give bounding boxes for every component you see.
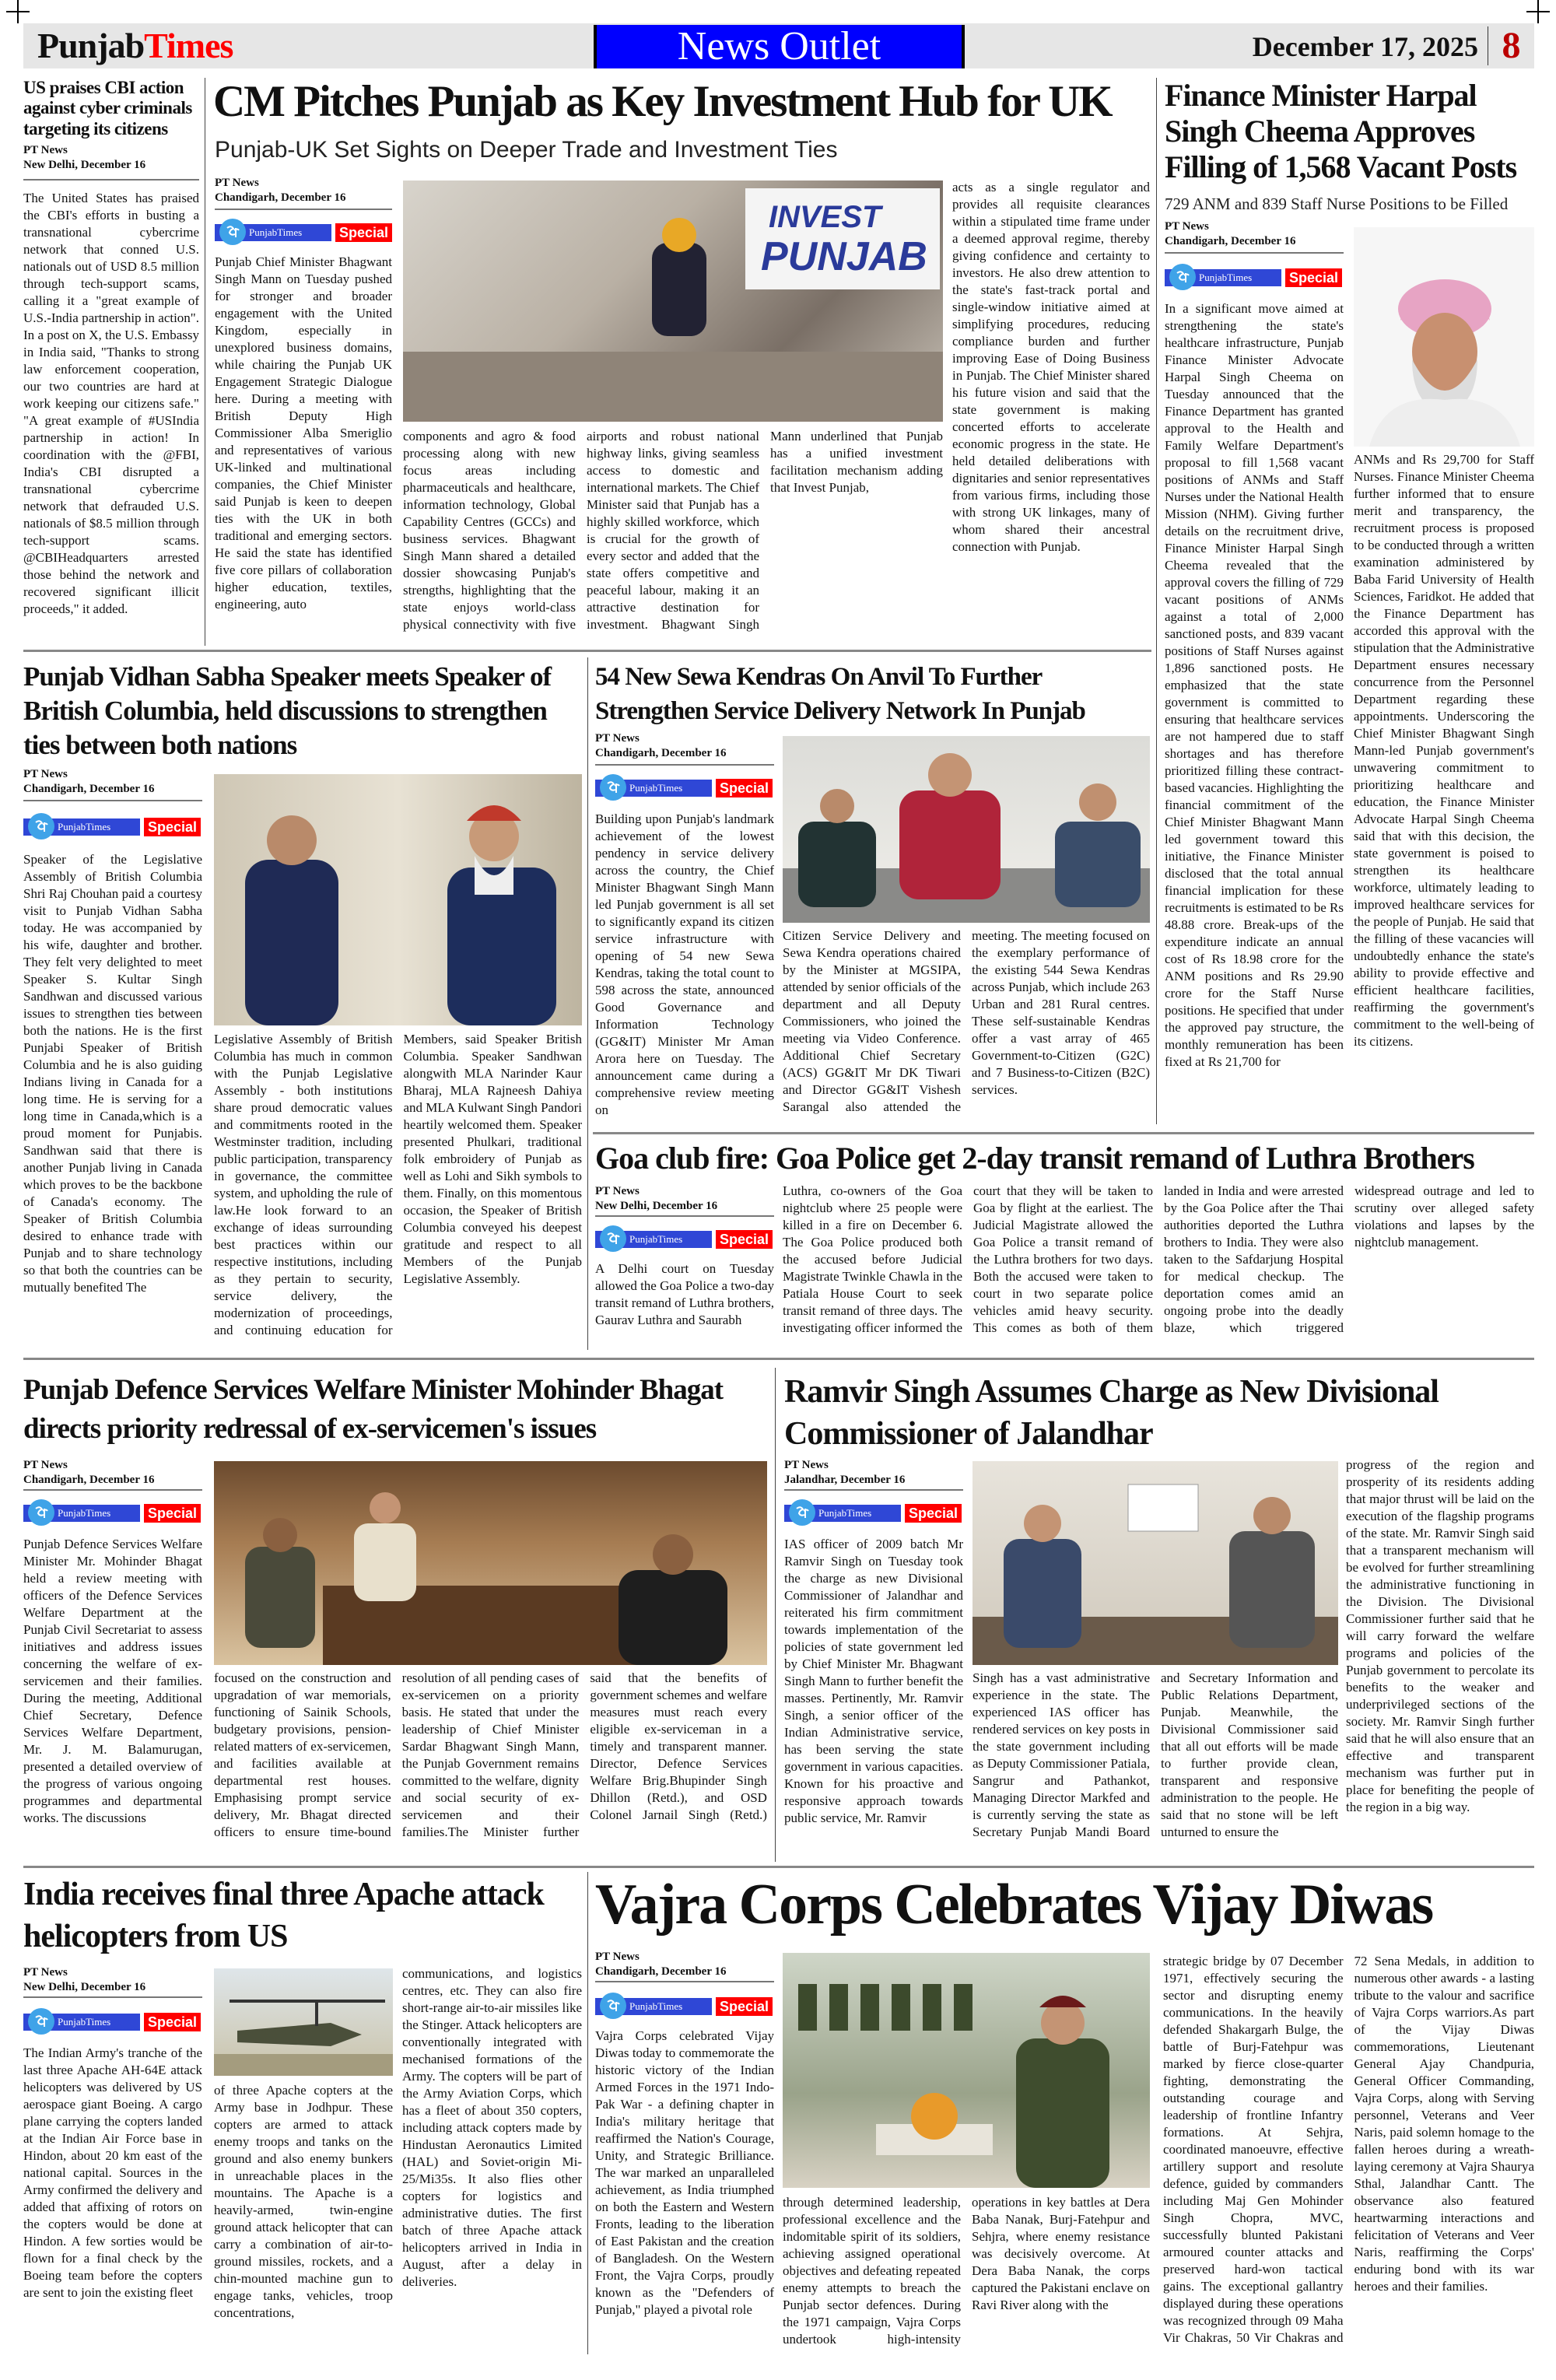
article-body-lead: Punjab Chief Minister Bhagwant Singh Mann on Tuesday pushed for stronger and broader engagement with the United Kingdom, especially in unexplored business domains, while chairing the Punjab UK Engagement Strategic Dialogue here. During a meeting with British Deputy High Commissioner Alba Smeriglio and representatives of various UK-linked and multinational companies, the Chief Minister said Punjab is keen to deepen ties with the UK in both traditional and emerging sectors. He said the state has identified five core pillars of collaboration higher education, textiles, engineering, auto: [215, 254, 392, 612]
rule: [23, 1489, 202, 1491]
section-title: News Outlet: [594, 25, 965, 68]
dateline: Chandigarh, December 16: [595, 1965, 727, 1978]
headline: Goa club fire: Goa Police get 2-day transit remand of Luthra Brothers: [595, 1141, 1474, 1176]
dateline: Chandigarh, December 16: [23, 783, 155, 795]
dateline: New Delhi, December 16: [595, 1200, 718, 1212]
source: PT News: [215, 177, 259, 189]
special-badge: [1165, 265, 1342, 291]
photo-vijay-diwas-ceremony: [783, 1953, 1150, 2188]
section-divider: [23, 650, 1151, 652]
source: PT News: [595, 1185, 640, 1197]
crop-mark: [1526, 0, 1550, 23]
badge-brand: PunjabTimes: [629, 2000, 683, 2012]
badge-label: Special: [144, 1504, 201, 1523]
dateline: Chandigarh, December 16: [215, 191, 346, 204]
brand-name-a: Punjab: [37, 26, 145, 65]
rule: [23, 800, 202, 801]
headline: Punjab Defence Services Welfare Minister Mohinder Bhagat directs priority redressal of ex-servicemen's issues: [23, 1374, 724, 1445]
special-badge: [784, 1500, 962, 1526]
badge-label: Special: [716, 1997, 773, 2016]
rule: [595, 1215, 774, 1217]
article-body-mid: Citizen Service Delivery and Sewa Kendra operations chaired by the Minister at MGSIPA, attended by senior officials of the department and all Deputy Commissioners, who joined the meeting via Video Conference. Additional Chief Secretary (ACS) GG&IT Mr DK Tiwari and Director GG&IT Vishesh Sarangal also attended the meeting. The meeting focused on the exemplary performance of the existing 544 Sewa Kendras across Punjab, which include 263 Urban and 281 Rural centres. These self-sustainable Kendras offer a vast array of 465 Government-to-Citizen (G2C) and 7 Business-to-Citizen (B2C) services.: [783, 928, 1150, 1114]
article-body-mid: Singh has a vast administrative experience in the state. The experienced IAS officer has rendered services on key posts in the state government including as Deputy Commissioner Patiala, Sangrur and Pathankot, Managing Director Markfed and is currently serving the state as Secretary Punjab Mandi Board and Secretary Information and Public Relations Department, Punjab. Meanwhile, the Divisional Commissioner said that all out efforts will be made to further provide clean, transparent and responsive administration to the people. He said that no stone will be left unturned to ensure the: [972, 1670, 1338, 1839]
dateline: Chandigarh, December 16: [1165, 235, 1296, 247]
article-body-mid: components and agro & food processing along with new focus areas including pharmaceuticals and healthcare, information technology, Global Capability Centres (GCCs) and business services. Bhagwant Singh Mann shared a detailed dossier showcasing Punjab's strengths, highlighting that the state enjoys world-class physical connectivity with five airports and robust national highway links, giving seamless access to domestic and international markets. The Chief Minister said that Punjab has a highly skilled workforce, which is crucial for the growth of every sector and added that the state offers competitive and peaceful labour, making it an attractive destination for investment. Bhagwant Singh Mann underlined that Punjab has a unified investment facilitation mechanism adding that Invest Punjab,: [403, 429, 943, 632]
article-body-tail: ANMs and Rs 29,700 for Staff Nurses. Finance Minister Cheema further informed that to ensure merit and transparency, the recruitment process is proposed to be conducted through a written examination administered by Baba Farid University of Health Sciences, Faridkot. He added that the Finance Department has accorded this approval with the stipulation that the Administrative Department ensures necessary concurrence from the Personnel Department regarding these appointments. Underscoring the Chief Minister Bhagwant Singh Mann-led Punjab government's unwavering commitment to prioritizing healthcare and education, the Finance Minister Advocate Harpal Singh Cheema said that with this decision, the state government is poised to strengthen its healthcare workforce, ultimately leading to improved healthcare services for the people of Punjab. He said that the filling of these vacancies will undoubtedly enhance the state's ability to provide effective and efficient healthcare facilities, reaffirming the government's commitment to the well-being of its citizens.: [1354, 452, 1534, 1049]
byline: [23, 1965, 145, 1995]
headline: Punjab Vidhan Sabha Speaker meets Speaker of British Columbia, held discussions to strengthen ties between both nations: [23, 661, 552, 760]
dateline: New Delhi, December 16: [23, 1981, 146, 1993]
badge-label: Special: [1285, 268, 1342, 287]
column-divider: [1156, 78, 1157, 1124]
special-badge: [23, 2009, 201, 2035]
rule: [1165, 252, 1344, 254]
source: PT News: [23, 1966, 68, 1979]
badge-label: Special: [716, 779, 773, 797]
dateline: New Delhi, December 16: [23, 159, 146, 171]
byline: [23, 1458, 154, 1488]
headline: CM Pitches Punjab as Key Investment Hub for UK: [213, 77, 1112, 126]
source: PT News: [1165, 220, 1209, 233]
rule: [784, 1489, 963, 1491]
brand-logo-icon: [789, 1499, 815, 1526]
dateline: Jalandhar, December 16: [784, 1474, 906, 1486]
byline: [1165, 219, 1295, 249]
subheadline: 729 ANM and 839 Staff Nurse Positions to be Filled: [1165, 195, 1509, 213]
brand-logo-icon: [28, 1499, 54, 1526]
column-divider: [587, 1872, 588, 2354]
article-body-lead: Punjab Defence Services Welfare Minister Mr. Mohinder Bhagat held a review meeting with officers of the Defence Services Welfare Department at the Punjab Civil Secretariat to assess initiatives and address issues concerning the welfare of ex-servicemen and their families. During the meeting, Additional Chief Secretary, Defence Services Welfare Department, Mr. J. M. Balamurugan, presented a detailed overview of the progress of various ongoing programmes and departmental works. The discussions: [23, 1537, 202, 1825]
crop-mark: [6, 0, 30, 23]
article-body-lead: Speaker of the Legislative Assembly of British Columbia Shri Raj Chouhan paid a courtesy visit to Punjab Vidhan Sabha today. He was accompanied by his wife, daughter and brother. They felt very delighted to meet Speaker S. Kultar Singh Sandhwan and discussed various issues to strengthen ties between both the nations. He is the first Punjabi Speaker of British Columbia and he is also guiding Indians living in Canada for a long time. He is serving for a long time in Canada,which is a proud moment for Punjabis. Sandhwan said that there is another Punjab living in Canada which proves to be the backbone of Canada's economy. The Speaker of British Columbia desired to enhance trade with Punjab and to share technology so that both the countries can be mutually benefited The: [23, 852, 202, 1295]
brand-logo-icon: [600, 1225, 626, 1252]
badge-label: Special: [144, 818, 201, 836]
byline: [784, 1458, 905, 1488]
special-badge: [595, 1226, 773, 1253]
photo-apache-helicopter: [214, 1968, 393, 2076]
issue-date: December 17, 2025: [1252, 31, 1478, 62]
byline: [595, 1184, 717, 1214]
rule: [595, 1981, 774, 1982]
headline: Vajra Corps Celebrates Vijay Diwas: [595, 1873, 1433, 1937]
badge-brand: PunjabTimes: [58, 821, 111, 832]
article-body-lead: The Indian Army's tranche of the last three Apache AH-64E attack helicopters was delivered by US aerospace giant Boeing. A cargo plane carrying the copters landed at the Indian Air Force base in Hindon, about 20 km east of the national capital. Sources in the Army confirmed the delivery and added that affixing of rotors on the copters would be done at Hindon. A few sorties would be flown for a final check by the Boeing team before the copters are sent to join the existing fleet: [23, 2045, 202, 2300]
svg-text:INVEST: INVEST: [769, 200, 881, 234]
rule: [23, 179, 199, 181]
badge-brand: PunjabTimes: [629, 1233, 683, 1245]
subheadline: Punjab-UK Set Sights on Deeper Trade and Investment Ties: [215, 137, 838, 163]
section-divider: [23, 1866, 1534, 1868]
article-body-tail: progress of the region and prosperity of its residents adding that major thrust will be laid on the execution of the flagship programs of the state. Mr. Ramvir Singh said that a transparent mechanism will be evolved for further streamlining the administrative functioning in the Division. The Divisional Commissioner further said that he will carry forward the welfare programs and policies of the Punjab government to percolate its benefits to the weaker and underprivileged sections of the society. Mr. Ramvir Singh further said that he will also ensure that an effective and transparent mechanism was further put in place for benefiting the people of the region in a big way.: [1346, 1457, 1534, 1814]
photo-speakers-meeting: [214, 774, 582, 1025]
badge-label: Special: [716, 1230, 773, 1249]
rule: [595, 764, 774, 766]
invest-punjab-backdrop-icon: [403, 181, 943, 422]
article-body-mid: through determined leadership, professional excellence and the indomitable spirit of its soldiers, achieving assigned operational objectives and defeating repeated enemy attempts to breach the Punjab sector defences. During the 1971 campaign, Vajra Corps undertook high-intensity operations in key battles at Dera Baba Nanak, Burj-Fatehpur and Sehjra, where enemy resistance was decisively overcome. At Dera Baba Nanak, the corps captured the Pakistani enclave on Ravi River along with the: [783, 2195, 1150, 2347]
source: PT News: [595, 732, 640, 745]
source: PT News: [23, 144, 68, 156]
rule: [23, 1996, 202, 1998]
byline: [595, 731, 726, 761]
brand-logo-icon: [600, 1993, 626, 2019]
source: PT News: [595, 1951, 640, 1963]
section-divider: [593, 1132, 1534, 1134]
badge-brand: PunjabTimes: [58, 2016, 111, 2028]
article-body-lead: Vajra Corps celebrated Vijay Diwas today to commemorate the historic victory of the Indian Armed Forces in the 1971 Indo-Pak War - a defining chapter in India's military heritage that reaffirmed the Nation's Courage, Unity, and Strategic Brilliance. The war marked an unparalleled achievement, as India triumphed on both the Eastern and Western Fronts, leading to the liberation of East Pakistan and the creation of Bangladesh. On the Western Front, the Vajra Corps, proudly known as the "Defenders of Punjab," played a pivotal role: [595, 2028, 774, 2317]
brand-logo-icon: [28, 813, 54, 839]
byline: [215, 176, 345, 205]
column-divider: [775, 1368, 776, 1862]
brand-logo: [37, 26, 233, 65]
source: PT News: [23, 1459, 68, 1471]
badge-label: Special: [335, 223, 392, 242]
headline: India receives final three Apache attack helicopters from US: [23, 1877, 544, 1954]
byline: [595, 1950, 726, 1979]
photo-defence-meeting: [214, 1461, 767, 1665]
special-badge: [23, 814, 201, 840]
brand-logo-icon: [600, 774, 626, 801]
headline: 54 New Sewa Kendras On Anvil To Further Strengthen Service Delivery Network In Punjab: [595, 663, 1085, 725]
headline: US praises CBI action against cyber criminals targeting its citizens: [23, 78, 192, 138]
dateline: Chandigarh, December 16: [23, 1474, 155, 1486]
badge-label: Special: [905, 1504, 962, 1523]
special-badge: [595, 1993, 773, 2020]
badge-brand: PunjabTimes: [58, 1507, 111, 1519]
masthead: [23, 23, 1534, 68]
special-badge: [23, 1500, 201, 1526]
article-body-lead: IAS officer of 2009 batch Mr Ramvir Singh on Tuesday took the charge as new Divisional Commissioner of Jalandhar and reiterated his firm commitment towards implementation of the policies of state government led by Chief Minister Mr. Bhagwant Singh Mann to further benefit the masses. Pertinently, Mr. Ramvir Singh, a senior officer of the Indian Administrative service, has been serving the state government in various capacities. Known for his proactive and responsive approach towards public service, Mr. Ramvir: [784, 1537, 963, 1825]
brand-logo-icon: [1169, 264, 1196, 290]
article-body-lead: In a significant move aimed at strengthening the state's healthcare infrastructure, Punjab Finance Minister Advocate Harpal Singh Cheema on Tuesday announced that the Finance Department has granted approval to the Health and Family Welfare Department's proposal to fill 1,568 vacant positions of ANMs and Staff Nurses under the National Health Mission (NHM). Giving further details on the recruitment drive, Finance Minister Harpal Singh Cheema revealed that the approval covers the filling of 729 vacant positions of ANMs against a total of 2,000 sanctioned posts, and 839 vacant positions of Staff Nurses against 1,896 sanctioned posts. He emphasized that the state government is committed to ensuring that healthcare services are not hampered due to staff shortages and has therefore prioritized filling these contract-based vacancies. Highlighting the financial commitment of the Chief Minister Bhagwant Mann led government toward this initiative, the Finance Minister disclosed that the total annual financial implication for these recruitments is estimated to be Rs 48.88 crore. Break-ups of the expenditure indicate an annual cost of Rs 18.98 crore for the ANM positions and Rs 29.90 crore for the Staff Nurse positions. He specified that under the approved pay structure, the monthly remuneration has been fixed at Rs 21,700 for: [1165, 301, 1344, 1069]
article-body-mid: of three Apache copters at the Army base in Jodhpur. These copters are armed to attack enemy troops and tanks on the ground and also enemy bunkers in unreachable places in the mountains. The Apache is a heavily-armed, twin-engine ground attack helicopter that can carry a combination of air-to-ground missiles, rockets, and a chin-mounted machine gun to engage tanks, vehicles, troop concentrations,: [214, 2083, 393, 2320]
source: PT News: [23, 768, 68, 780]
photo-sewa-review-meeting: [783, 736, 1150, 923]
brand-name-b: Times: [144, 26, 233, 65]
badge-label: Special: [144, 2013, 201, 2031]
brand-logo-icon: [28, 2008, 54, 2035]
article-body-lead: Building upon Punjab's landmark achievement of the lowest pendency in service delivery across the country, the Chief Minister Bhagwant Singh Mann led Punjab government is all set to significantly expand its citizen service infrastructure with opening of 54 new Sewa Kendras, taking the total count to 598 across the state, announced Good Governance and Information Technology (GG&IT) Minister Mr Aman Arora here on Tuesday. The announcement came during a comprehensive review meeting on: [595, 811, 774, 1117]
article-body-tail: communications, and logistics centres, etc. They can also fire short-range air-to-air missiles like the Stinger. Attack helicopters are conventionally integrated with mechanised formations of the Army. The copters will be part of the Army Aviation Corps, which has a fleet of about 350 copters, including attack copters made by Hindustan Aeronautics Limited (HAL) and Soviet-origin Mi-25/Mi35s. It also flies other copters for logistics and administrative duties. The first batch of three Apache attack helicopters arrived in India in August, after a delay in deliveries.: [402, 1966, 582, 2289]
article-body-lead: A Delhi court on Tuesday allowed the Goa Police a two-day transit remand of Luthra brothers, Gaurav Luthra and Saurabh: [595, 1261, 774, 1327]
article-body-tail: strategic bridge by 07 December 1971, effectively securing the sector and disrupting enemy communications. In the heavily defended Shakargarh Bulge, the battle of Burj-Fatehpur was marked by fierce close-quarter fighting, demonstrating the outstanding courage and leadership of frontline Infantry formations. At Sehjra, coordinated manoeuvre, effective artillery support and resolute defence, guided by commanders including Maj Gen Mohinder Singh Chopra, MVC, successfully blunted Pakistani armoured counter attacks and preserved hard-won tactical gains. The exceptional gallantry displayed during these operations was recognized through 09 Maha Vir Chakras, 50 Vir Chakras and 72 Sena Medals, in addition to numerous other awards - a lasting tribute to the valour and sacrifice of Vajra Corps warriors.As part of the Vijay Diwas commemorations, Lieutenant General Ajay Chandpuria, General Officer Commanding, Vajra Corps, along with Serving personnel, Veterans and Veer Naris, paid solemn homage to the fallen heroes during a wreath-laying ceremony at Vajra Shaurya Sthal, Jalandhar Cantt. The observance also featured heartwarming interactions and felicitation of Veterans and Veer Naris, reaffirming the Corps' enduring bond with its war heroes and their families.: [1163, 1954, 1534, 2345]
rule: [215, 209, 392, 210]
article-body: The United States has praised the CBI's efforts in busting a transnational cybercrime network that conned U.S. nationals out of USD 8.5 million through tech-support scams, calling it a "great example of U.S.-India partnership in action". In a post on X, the U.S. Embassy in India said, "Thanks to strong law enforcement cooperation, our two countries are hard at work keeping our citizens safe." "A great example of #USIndia partnership in action! In coordination with the @FBI, India's CBI disrupted a transnational cybercrime network that defrauded U.S. nationals of $8.5 million through tech-support scams. @CBIHeadquarters arrested those behind the network and recovered significant illicit proceeds," it added.: [23, 191, 199, 616]
column-divider: [587, 657, 588, 1350]
source: PT News: [784, 1459, 829, 1471]
article-body-mid: Luthra, co-owners of the Goa nightclub where 25 people were killed in a fire on December 6. The Goa Police produced both the accused before Judicial Magistrate Twinkle Chawla in the Patiala House Court to seek transit remand of three days. The investigating officer informed the court that they will be taken to Goa by flight at the earliest. The Judicial Magistrate allowed the Goa Police a transit remand of the Luthra brothers for two days. Both the accused were taken to court in two separate police vehicles amid heavy security. This comes as both of them landed in India and were arrested by the Goa Police after the Thai authorities deported the Luthra brothers to India. They were also taken to the Safdarjung Hospital for medical checkup. The deportation comes amid an ongoing probe into the deadly blaze, which triggered widespread outrage and led to scrutiny over alleged safety violations and lapses by the nightclub management.: [783, 1183, 1534, 1335]
headline: Finance Minister Harpal Singh Cheema Approves Filling of 1,568 Vacant Posts: [1165, 78, 1517, 184]
article-body-mid: focused on the construction and upgradation of war memorials, functioning of Sainik Schools, budgetary provisions, pension-related matters of ex-servicemen, and facilities available at departmental rest houses. Emphasising prompt service delivery, Mr. Bhagat directed officers to ensure time-bound resolution of all pending cases of ex-servicemen on a priority basis. He stated that under the leadership of Chief Minister Sardar Bhagwant Singh Mann, the Punjab Government remains committed to the welfare, dignity and social security of ex-servicemen and their families.The Minister further said that the benefits of government schemes and welfare measures must reach every eligible ex-serviceman in a timely and transparent manner. Director, Defence Services Welfare Brig.Bhupinder Singh Dhillon (Retd.), and OSD Colonel Jarnail Singh (Retd.): [214, 1670, 767, 1839]
article-body-tail: acts as a single regulator and provides all requisite clearances within a stipulated time frame under a deemed approval regime, thereby giving confidence and certainty to investors. He also drew attention to the state's fast-track portal and single-window initiative aimed at simplifying procedures, reducing compliance burden and further improving Ease of Doing Business in Punjab. The Chief Minister shared his future vision and said that the state government is making concerted efforts to accelerate economic progress in the state. He held detailed deliberations with dignitaries and senior representatives from various firms, including those with strong UK linkages, many of whom shared their ancestral connection with Punjab.: [952, 180, 1150, 554]
byline: [23, 767, 154, 797]
badge-brand: PunjabTimes: [1199, 272, 1253, 283]
page-number: 8: [1488, 26, 1534, 65]
photo-harpal-cheema: [1354, 227, 1534, 447]
brand-logo-icon: [219, 219, 246, 245]
byline: [23, 143, 145, 173]
section-divider: [23, 1358, 1534, 1360]
special-badge: [215, 219, 392, 246]
photo-cm-meeting: [403, 181, 943, 422]
svg-text:PUNJAB: PUNJAB: [761, 234, 927, 279]
special-badge: [595, 775, 773, 801]
badge-brand: PunjabTimes: [818, 1507, 872, 1519]
photo-ramvir-office: [972, 1461, 1338, 1665]
dateline: Chandigarh, December 16: [595, 747, 727, 759]
article-body-mid: Legislative Assembly of British Columbia has much in common with the Punjab Legislative Assembly - both institutions share proud democratic values and commitments rooted in the Westminster tradition, including public participation, transparency in governance, the committee system, and upholding the rule of law.He look forward to an exchange of ideas surrounding best practices within our respective institutions, including as they pertain to security, service delivery, the modernization of proceedings, and continuing education for Members, said Speaker British Columbia. Speaker Sandhwan alongwith MLA Narinder Kaur Bharaj, MLA Rajneesh Dahiya and MLA Kulwant Singh Pandori heartily welcomed them. Speaker presented Phulkari, traditional folk embroidery of Punjab as well as Lohi and Sikh symbols to them. Finally, on this momentous occasion, the Speaker of British Columbia conveyed his deepest gratitude and respect to all Members of the Punjab Legislative Assembly.: [214, 1032, 582, 1337]
badge-brand: PunjabTimes: [629, 782, 683, 794]
badge-brand: PunjabTimes: [249, 226, 303, 238]
headline: Ramvir Singh Assumes Charge as New Divisional Commissioner of Jalandhar: [784, 1374, 1439, 1452]
